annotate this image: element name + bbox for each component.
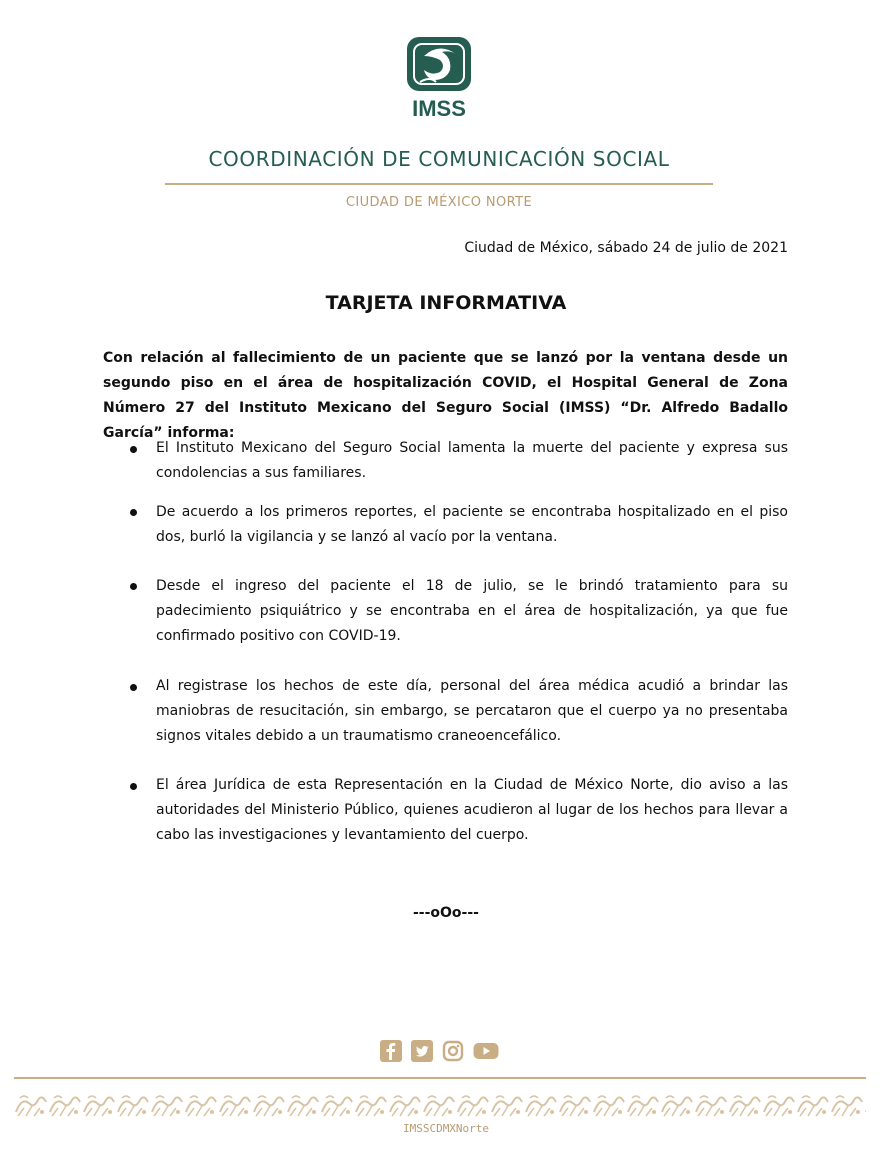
bullet-icon — [130, 509, 137, 516]
intro-paragraph: Con relación al fallecimiento de un paciente que se lanzó por la ventana desde un segundo piso en el área de hospitalización COVID, el Hospital General de Zona Número 27 del Instituto Mexicano del Seguro Social (IMSS) “Dr. Alfredo Badallo García” informa: — [103, 350, 788, 441]
bullet-icon — [130, 583, 137, 590]
document-title: TARJETA INFORMATIVA — [325, 292, 567, 314]
bullet-item: El área Jurídica de esta Representación en la Ciudad de México Norte, dio aviso a las autoridades del Ministerio Público, quienes acudieron al lugar de los hechos para llevar a cabo las investigaciones y levantamiento del cuerpo. — [156, 777, 788, 843]
bullet-item: De acuerdo a los primeros reportes, el paciente se encontraba hospitalizado en el piso dos, burló la vigilancia y se lanzó al vacío por la ventana. — [156, 504, 788, 545]
imss-eagle-emblem-icon — [406, 36, 472, 122]
header-divider — [165, 183, 713, 185]
bullet-item: Al registrase los hechos de este día, personal del área médica acudió a brindar las maniobras de resucitación, sin embargo, se percataron que el cuerpo ya no presentaba signos vitales debido a un traumatismo craneoencefálico. — [156, 678, 788, 744]
date-line: Ciudad de México, sábado 24 de julio de 2021 — [464, 240, 788, 256]
bullet-item: Desde el ingreso del paciente el 18 de julio, se le brindó tratamiento para su padecimiento psiquiátrico y se encontraba en el área de hospitalización, ya que fue confirmado positivo con COVID-19. — [156, 578, 788, 644]
social-icons — [380, 1040, 500, 1064]
closing-mark: ---oOo--- — [412, 905, 479, 921]
bullet-item: El Instituto Mexicano del Seguro Social lamenta la muerte del paciente y expresa sus condolencias a sus familiares. — [156, 440, 788, 481]
coordination-title: COORDINACIÓN DE COMUNICACIÓN SOCIAL — [208, 147, 670, 171]
social-handle: IMSSCDMXNorte — [402, 1122, 490, 1135]
bullet-icon — [130, 446, 137, 453]
region-subtitle: CIUDAD DE MÉXICO NORTE — [345, 195, 533, 210]
svg-text:IMSS: IMSS — [412, 96, 466, 121]
bullet-icon — [130, 783, 137, 790]
bullet-icon — [130, 684, 137, 691]
facebook-icon[interactable] — [380, 1040, 402, 1062]
twitter-icon[interactable] — [411, 1040, 433, 1062]
youtube-icon[interactable] — [473, 1040, 499, 1062]
decorative-pattern-band — [14, 1092, 866, 1118]
footer-divider — [14, 1077, 866, 1079]
instagram-icon[interactable] — [442, 1040, 464, 1062]
imss-logo — [406, 36, 472, 122]
